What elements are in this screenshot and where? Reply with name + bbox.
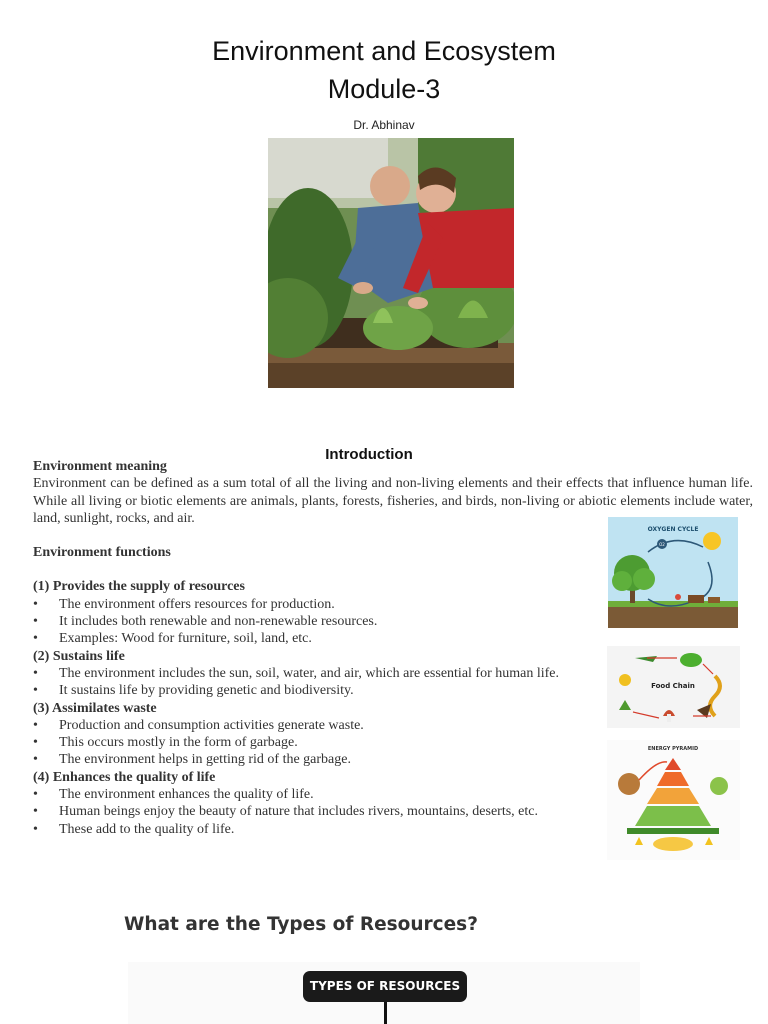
bullet-icon: •: [33, 717, 38, 733]
types-of-resources-box: TYPES OF RESOURCES: [303, 971, 467, 1002]
oxygen-label: O2: [659, 542, 665, 547]
author-name: Dr. Abhinav: [353, 118, 415, 132]
list-item: • This occurs mostly in the form of garbage.: [33, 735, 298, 751]
bullet-icon: •: [33, 683, 38, 699]
document-title: Environment and Ecosystem: [212, 36, 556, 66]
list-item: • Human beings enjoy the beauty of nature that includes rivers, mountains, deserts, etc.: [33, 804, 538, 820]
list-item: • It includes both renewable and non-renewable resources.: [33, 614, 378, 630]
list-item: • The environment includes the sun, soil, water, and air, which are essential for human life.: [33, 665, 560, 681]
environment-meaning-paragraph: Environment can be defined as a sum total of all the living and non-living elements and their effects that influence human life. While all living or biotic elements are animals, plants, forests, fisheries, and birds, non-living or abiotic elements include water, land, sunlight, rocks, and air.: [33, 476, 753, 526]
function-heading: (2) Sustains life: [33, 648, 125, 664]
function-heading: (4) Enhances the quality of life: [33, 769, 216, 785]
bullet-icon: •: [33, 596, 38, 612]
bullet-icon: •: [33, 787, 38, 803]
energy-pyramid-title: ENERGY PYRAMID: [647, 746, 699, 752]
bullet-icon: •: [33, 631, 38, 647]
module-subtitle: Module-3: [327, 74, 441, 104]
function-heading: (3) Assimilates waste: [33, 700, 157, 716]
list-item: • Examples: Wood for furniture, soil, land, etc.: [33, 631, 312, 647]
environment-functions-heading: Environment functions: [33, 545, 171, 561]
diagram-connector-line: [384, 1002, 387, 1024]
bullet-icon: •: [33, 614, 38, 630]
introduction-heading: Introduction: [325, 446, 413, 463]
list-item: • It sustains life by providing genetic and biodiversity.: [33, 683, 354, 699]
list-item: • The environment enhances the quality of life.: [33, 787, 314, 803]
energy-pyramid-figure: [607, 740, 740, 860]
food-chain-figure: [607, 646, 740, 728]
types-of-resources-heading: What are the Types of Resources?: [124, 914, 478, 935]
bullet-icon: •: [33, 821, 38, 837]
bullet-icon: •: [33, 752, 38, 768]
hero-photo-gardening: [268, 138, 514, 388]
environment-meaning-heading: Environment meaning: [33, 459, 167, 474]
list-item: • Production and consumption activities generate waste.: [33, 717, 364, 733]
food-chain-title: Food Chain: [651, 682, 695, 690]
list-item: • The environment helps in getting rid of the garbage.: [33, 752, 351, 768]
bullet-icon: •: [33, 665, 38, 681]
oxygen-cycle-figure: [608, 517, 738, 628]
bullet-icon: •: [33, 804, 38, 820]
bullet-icon: •: [33, 735, 38, 751]
oxygen-cycle-title: OXYGEN CYCLE: [647, 526, 699, 533]
function-heading: (1) Provides the supply of resources: [33, 579, 245, 595]
list-item: • These add to the quality of life.: [33, 821, 235, 837]
list-item: • The environment offers resources for production.: [33, 596, 335, 612]
